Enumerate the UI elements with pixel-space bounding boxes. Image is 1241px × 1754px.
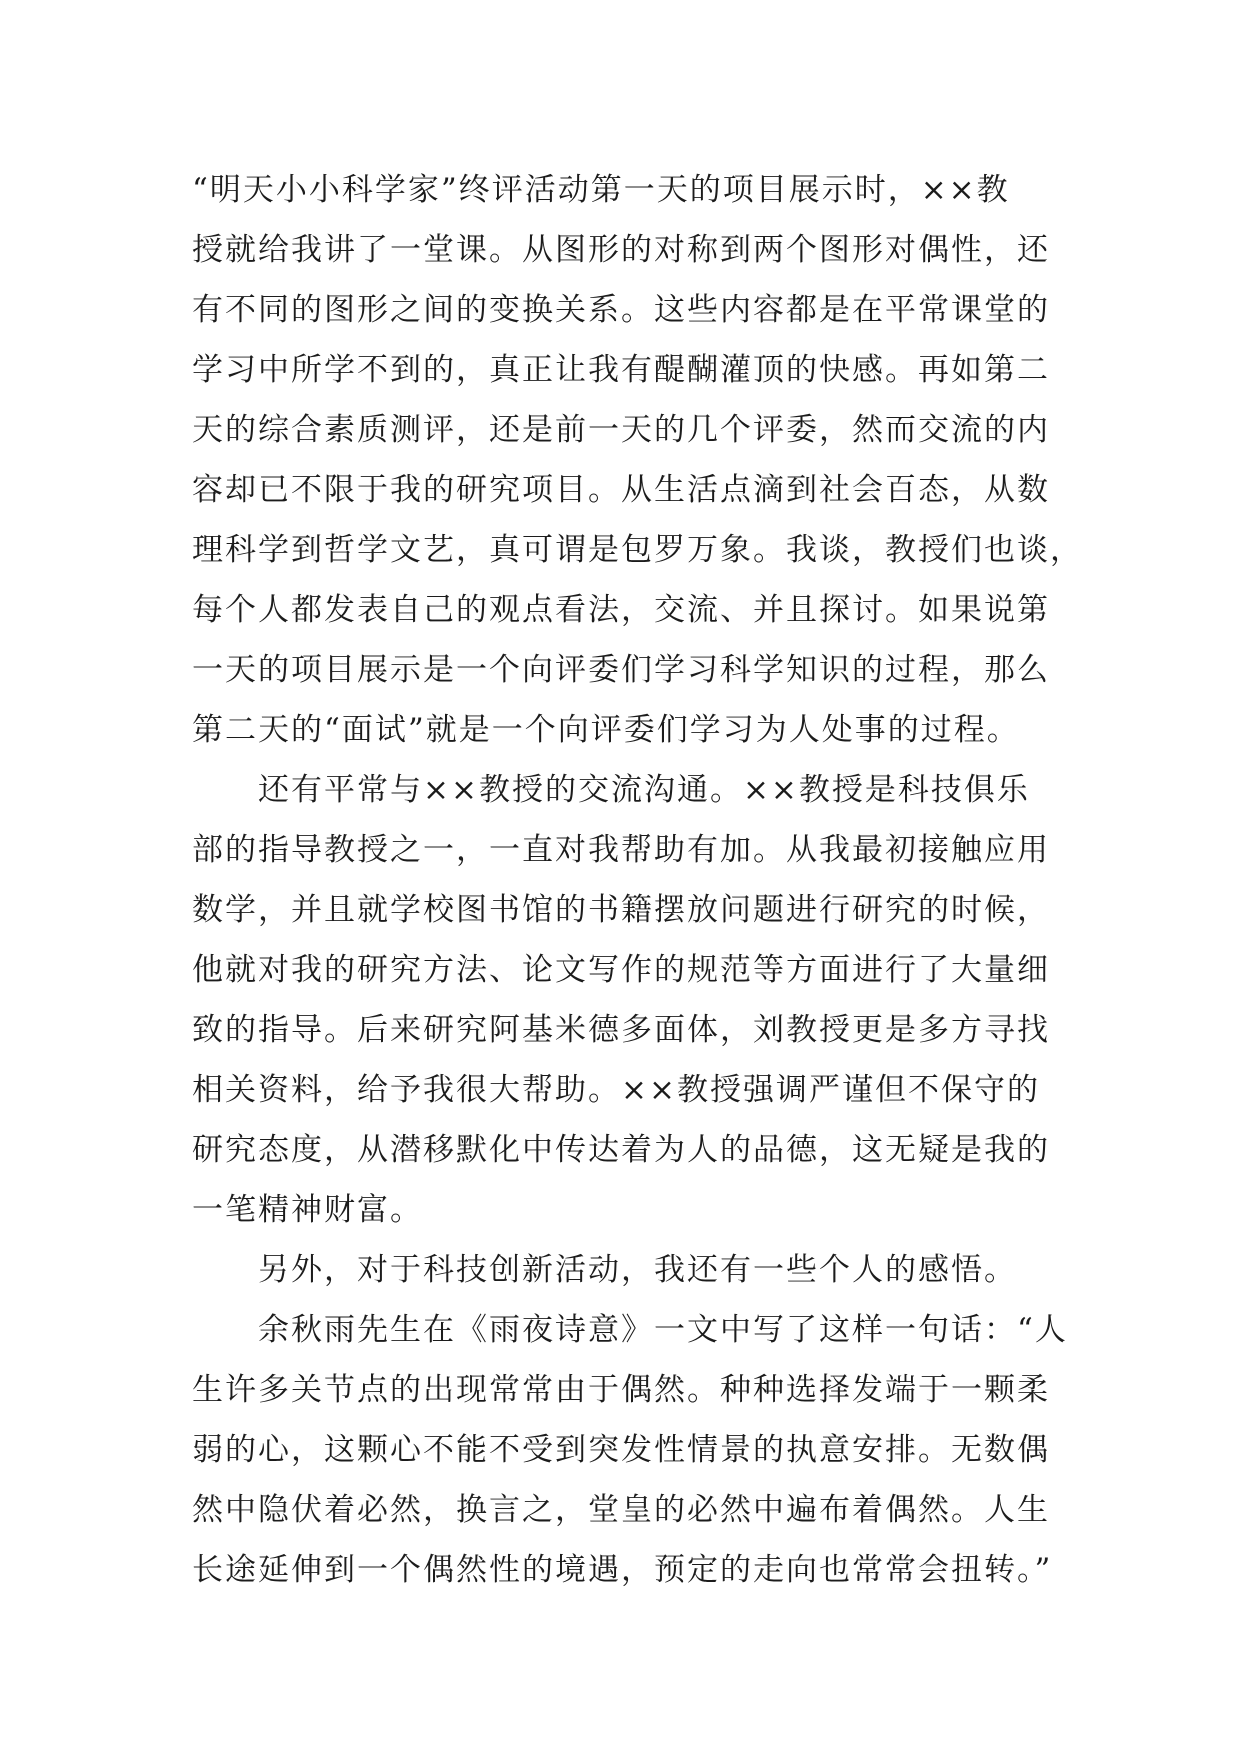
text-line: “明天小小科学家”终评活动第一天的项目展示时，××教 [192, 172, 1010, 208]
text-line: 理科学到哲学文艺，真可谓是包罗万象。我谈，教授们也谈， [192, 532, 1083, 568]
text-line: 生许多关节点的出现常常由于偶然。种种选择发端于一颗柔 [192, 1372, 1050, 1408]
text-line: 余秋雨先生在《雨夜诗意》一文中写了这样一句话：“人 [258, 1312, 1068, 1348]
text-line: 天的综合素质测评，还是前一天的几个评委，然而交流的内 [192, 412, 1050, 448]
text-line: 每个人都发表自己的观点看法，交流、并且探讨。如果说第 [192, 592, 1050, 628]
text-line: 然中隐伏着必然，换言之，堂皇的必然中遍布着偶然。人生 [192, 1492, 1050, 1528]
text-line: 部的指导教授之一，一直对我帮助有加。从我最初接触应用 [192, 832, 1050, 868]
text-line: 一笔精神财富。 [192, 1192, 423, 1228]
body-text [192, 160, 1083, 1600]
text-line: 第二天的“面试”就是一个向评委们学习为人处事的过程。 [192, 712, 1020, 748]
text-line: 研究态度，从潜移默化中传达着为人的品德，这无疑是我的 [192, 1132, 1050, 1168]
text-line: 数学，并且就学校图书馆的书籍摆放问题进行研究的时候， [192, 892, 1050, 928]
text-line: 容却已不限于我的研究项目。从生活点滴到社会百态，从数 [192, 472, 1050, 508]
text-line: 长途延伸到一个偶然性的境遇，预定的走向也常常会扭转。” [192, 1552, 1053, 1588]
paragraph-3 [192, 1240, 1052, 1300]
text-line: 相关资料，给予我很大帮助。××教授强调严谨但不保守的 [192, 1072, 1040, 1108]
text-line: 另外，对于科技创新活动，我还有一些个人的感悟。 [258, 1252, 1017, 1288]
text-line: 还有平常与××教授的交流沟通。××教授是科技俱乐 [258, 772, 1030, 808]
paragraph-2 [192, 760, 1052, 1240]
text-line: 授就给我讲了一堂课。从图形的对称到两个图形对偶性，还 [192, 232, 1050, 268]
text-line: 致的指导。后来研究阿基米德多面体，刘教授更是多方寻找 [192, 1012, 1050, 1048]
text-line: 有不同的图形之间的变换关系。这些内容都是在平常课堂的 [192, 292, 1050, 328]
text-line: 一天的项目展示是一个向评委们学习科学知识的过程，那么 [192, 652, 1050, 688]
paragraph-1 [192, 160, 1083, 760]
text-line: 弱的心，这颗心不能不受到突发性情景的执意安排。无数偶 [192, 1432, 1050, 1468]
text-line: 学习中所学不到的，真正让我有醍醐灌顶的快感。再如第二 [192, 352, 1050, 388]
paragraph-4 [192, 1300, 1068, 1600]
text-line: 他就对我的研究方法、论文写作的规范等方面进行了大量细 [192, 952, 1050, 988]
